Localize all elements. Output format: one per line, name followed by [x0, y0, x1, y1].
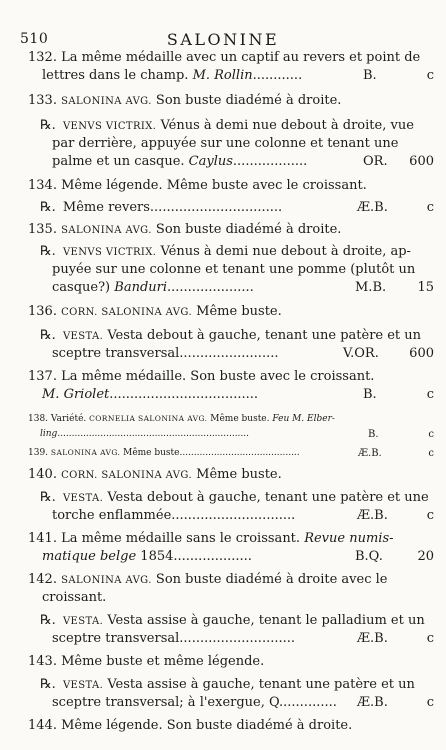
valuation: 600 — [409, 346, 434, 361]
entry-line: M. Griolet.................................... — [42, 387, 258, 402]
metal-module: B. — [363, 68, 377, 83]
entry-line: ℞. VESTA. Vesta debout à gauche, tenant une patère et une — [40, 490, 429, 505]
running-title: SALONINE — [166, 30, 280, 49]
metal-module: B. — [363, 387, 377, 402]
entry-line: 136. CORN. SALONINA AVG. Même buste. — [28, 304, 282, 319]
valuation: c — [426, 68, 434, 83]
metal-module: B.Q. — [355, 549, 383, 564]
valuation: c — [426, 508, 434, 523]
entry-line: 139. SALONINA AVG. Même buste.......................................... — [28, 448, 300, 458]
entry-line: 132. La même médaille avec un captif au revers et point de — [28, 50, 421, 65]
metal-module: V.OR. — [343, 346, 379, 361]
entry-line: lettres dans le champ. M. Rollin............ — [42, 68, 303, 83]
entry-line: puyée sur une colonne et tenant une pomme (plutôt un — [52, 262, 416, 277]
entry-line: 135. SALONINA AVG. Son buste diadémé à droite. — [28, 222, 342, 237]
metal-module: OR. — [363, 154, 388, 169]
entry-line: ℞. Même revers................................ — [40, 200, 283, 215]
entry-line: ling................................................................... — [40, 429, 250, 439]
entry-line: ℞. VESTA. Vesta debout à gauche, tenant une patère et un — [40, 328, 422, 343]
valuation: 15 — [417, 280, 434, 295]
entry-line: 133. SALONINA AVG. Son buste diadémé à droite. — [28, 93, 342, 108]
entry-line: 140. CORN. SALONINA AVG. Même buste. — [28, 467, 282, 482]
entry-line: palme et un casque. Caylus.................. — [52, 154, 308, 169]
entry-line: torche enflammée.............................. — [52, 508, 296, 523]
valuation: c — [426, 200, 434, 215]
entry-line: sceptre transversal........................ — [52, 346, 279, 361]
entry-line: ℞. VESTA. Vesta assise à gauche, tenant une patère et un — [40, 677, 415, 692]
entry-line: par derrière, appuyée sur une colonne et tenant une — [52, 136, 399, 151]
metal-module: B. — [368, 429, 379, 440]
entry-line: ℞. VENVS VICTRIX. Vénus à demi nue debout à droite, ap- — [40, 244, 411, 259]
valuation: c — [428, 429, 434, 440]
valuation: c — [426, 387, 434, 402]
valuation: 600 — [409, 154, 434, 169]
entry-line: 137. La même médaille. Son buste avec le croissant. — [28, 369, 375, 384]
entry-line: casque?) Banduri..................... — [52, 280, 254, 295]
entry-line: ℞. VESTA. Vesta assise à gauche, tenant le palladium et un — [40, 613, 425, 628]
entry-line: sceptre transversal............................ — [52, 631, 296, 646]
entry-line: 142. SALONINA AVG. Son buste diadémé à droite avec le — [28, 572, 388, 587]
page-number: 510 — [20, 31, 49, 47]
metal-module: Æ.B. — [357, 200, 388, 215]
entry-line: 141. La même médaille sans le croissant. Revue numis- — [28, 531, 394, 546]
entry-line: matique belge 1854................... — [42, 549, 252, 564]
entry-line: 143. Même buste et même légende. — [28, 654, 265, 669]
valuation: c — [426, 695, 434, 710]
entry-line: 138. Variété. CORNELIA SALONINA AVG. Même buste. Feu M. Elber- — [28, 414, 335, 424]
valuation: c — [428, 448, 434, 459]
metal-module: Æ.B. — [357, 631, 388, 646]
metal-module: Æ.B. — [357, 508, 388, 523]
valuation: c — [426, 631, 434, 646]
entry-line: ℞. VENVS VICTRIX. Vénus à demi nue debout à droite, vue — [40, 118, 414, 133]
metal-module: Æ.B. — [358, 448, 382, 459]
entry-line: 134. Même légende. Même buste avec le croissant. — [28, 178, 367, 193]
metal-module: M.B. — [355, 280, 387, 295]
entry-line: sceptre transversal; à l'exergue, Q.............. — [52, 695, 337, 710]
entry-line: croissant. — [42, 590, 107, 605]
valuation: 20 — [417, 549, 434, 564]
entry-line: 144. Même légende. Son buste diadémé à droite. — [28, 718, 353, 733]
metal-module: Æ.B. — [357, 695, 388, 710]
